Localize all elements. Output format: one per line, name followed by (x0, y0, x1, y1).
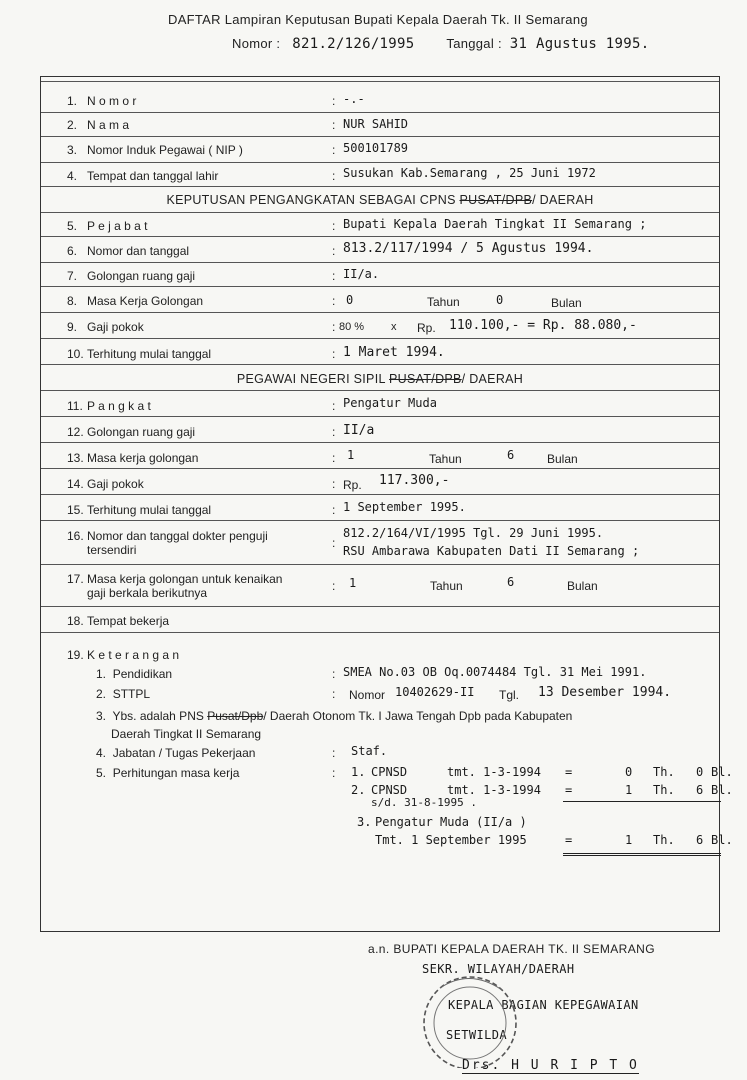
row-label: Masa kerja golongan untuk kenaikan (87, 572, 283, 586)
signature-line-3: KEPALA BAGIAN KEPEGAWAIAN (448, 998, 639, 1012)
row-value: -.- (343, 92, 365, 106)
keterangan-item: 3. Ybs. adalah PNS Pusat/Dpb/ Daerah Otonom Tk. I Jawa Tengah Dpb pada Kabupaten (96, 709, 573, 723)
row-pejabat: 5. P e j a b a t : Bupati Kepala Daerah Tingkat II Semarang ; (41, 213, 719, 237)
row-value: 1 Maret 1994. (343, 345, 445, 360)
row-golongan: 7. Golongan ruang gaji : II/a. (41, 263, 719, 287)
row-nip: 3. Nomor Induk Pegawai ( NIP ) : 500101789 (41, 137, 719, 163)
row-number: 9. (67, 320, 78, 334)
signature-line-2: SEKR. WILAYAH/DAERAH (422, 962, 575, 976)
row-number: 7. (67, 269, 78, 283)
row-label: Nomor dan tanggal dokter penguji (87, 529, 268, 543)
row-dokter-penguji: 16. Nomor dan tanggal dokter penguji tersendiri : 812.2/164/VI/1995 Tgl. 29 Juni 1995. RSU Ambarawa Kabupaten Dati II Semarang ; (41, 521, 719, 565)
row-number: 17. (67, 572, 84, 586)
row-label: Golongan ruang gaji (87, 269, 196, 283)
keterangan-item: 1. Pendidikan (96, 667, 173, 681)
struck-text: Pusat/Dpb (207, 709, 264, 723)
row-gaji-pokok: 9. Gaji pokok : 80 % x Rp. 110.100,- = Rp. 88.080,- (41, 313, 719, 339)
years-value: 0 (346, 293, 354, 307)
row-number: 12. (67, 425, 84, 439)
row-value: Pengatur Muda (343, 396, 437, 410)
years-value: 1 (349, 576, 357, 590)
tanggal-label: Tanggal : (446, 36, 502, 51)
keterangan-label: K e t e r a n g a n (87, 648, 180, 662)
row-value-continued: RSU Ambarawa Kabupaten Dati II Semarang ; (343, 544, 640, 558)
row-nomor: 1. N o m o r : -.- (41, 81, 719, 113)
sttpl-tgl-label: Tgl. (499, 688, 520, 702)
months-value: 6 (507, 575, 515, 589)
row-golongan-pns: 12. Golongan ruang gaji : II/a (41, 417, 719, 443)
signature-line-4: SETWILDA (446, 1028, 507, 1042)
row-value: 813.2/117/1994 / 5 Agustus 1994. (343, 241, 594, 256)
sttpl-nomor-label: Nomor (349, 688, 386, 702)
keterangan-item: 5. Perhitungan masa kerja (96, 766, 240, 780)
months-label: Bulan (551, 296, 582, 310)
row-number: 14. (67, 477, 84, 491)
row-value: 812.2/164/VI/1995 Tgl. 29 Juni 1995. (343, 526, 604, 540)
row-number: 4. (67, 169, 78, 183)
row-label: P e j a b a t (87, 219, 148, 233)
section-cpns-heading: KEPUTUSAN PENGANGKATAN SEBAGAI CPNS PUSAT/DPB/ DAERAH (41, 187, 719, 213)
tanggal-value: 31 Agustus 1995. (509, 36, 650, 52)
doc-number-line (232, 36, 672, 52)
row-number: 18. (67, 614, 84, 628)
form-table (40, 76, 733, 932)
row-number: 13. (67, 451, 84, 465)
struck-text: PUSAT/DPB (389, 372, 462, 386)
multiply-sign: x (391, 321, 397, 333)
row-label: Tempat dan tanggal lahir (87, 169, 219, 183)
keterangan-section: 19. K e t e r a n g a n 1. Pendidikan : SMEA No.03 OB Oq.0074484 Tgl. 31 Mei 1991. 2. STTPL : Nomor 10402629-II Tgl. 13 Desember 1994. 3. Ybs. adalah PNS Pusat/Dpb/ Daerah Otonom Tk. I Jawa Tengah Dpb pada Kabupaten Daerah Tingkat II Semarang 4. Jabatan / Tugas Pekerjaan : Staf. 5. Perhitungan masa kerja : 1. CPNSD tmt. 1-3-1994 = 0 Th. 0 Bl. 2. CPNSD tmt. 1-3-1994 s/d. 31-8-1995 . = 1 Th. 6 Bl. 3. Pengatur Muda (II/a ) Tmt. 1 September 1995 = 1 Th. 6 Bl. (41, 633, 719, 929)
row-label: Golongan ruang gaji (87, 425, 196, 439)
row-value: 500101789 (343, 141, 409, 155)
currency-label: Rp. (417, 321, 436, 335)
row-gaji-pokok-pns: 14. Gaji pokok : Rp. 117.300,- (41, 469, 719, 495)
row-label-continued: gaji berkala berikutnya (87, 586, 208, 600)
row-label: Masa Kerja Golongan (87, 294, 204, 308)
row-label-continued: tersendiri (87, 543, 137, 557)
nomor-label: Nomor : (232, 36, 281, 51)
row-value: II/a (343, 423, 375, 438)
keterangan-item: 2. STTPL (96, 687, 151, 701)
jabatan-value: Staf. (351, 744, 388, 758)
keterangan-item-continued: Daerah Tingkat II Semarang (111, 727, 262, 741)
row-number: 10. (67, 347, 84, 361)
row-label: N o m o r (87, 94, 137, 108)
salary-value: 117.300,- (379, 473, 450, 488)
years-label: Tahun (429, 452, 462, 466)
row-number: 19. (67, 648, 84, 662)
row-tempat-lahir: 4. Tempat dan tanggal lahir : Susukan Kab.Semarang , 25 Juni 1972 (41, 163, 719, 187)
row-number: 15. (67, 503, 84, 517)
pendidikan-value: SMEA No.03 OB Oq.0074484 Tgl. 31 Mei 1991. (343, 665, 647, 679)
section-pns-heading: PEGAWAI NEGERI SIPIL PUSAT/DPB/ DAERAH (41, 365, 719, 391)
signatory-name: Drs. H U R I P T O (462, 1058, 639, 1073)
sttpl-nomor-value: 10402629-II (395, 685, 475, 699)
row-label: Masa kerja golongan (87, 451, 199, 465)
row-masa-kerja-pns: 13. Masa kerja golongan : 1 Tahun 6 Bulan (41, 443, 719, 469)
row-number: 3. (67, 143, 78, 157)
row-masa-kerja: 8. Masa Kerja Golongan : 0 Tahun 0 Bulan (41, 287, 719, 313)
row-terhitung-pns: 15. Terhitung mulai tanggal : 1 September 1995. (41, 495, 719, 521)
row-label: Nomor Induk Pegawai ( NIP ) (87, 143, 243, 157)
struck-text: PUSAT/DPB (459, 193, 533, 207)
row-number: 1. (67, 94, 78, 108)
row-tempat-bekerja (41, 607, 719, 633)
underline (563, 801, 721, 802)
years-value: 1 (347, 448, 355, 462)
nomor-value: 821.2/126/1995 (292, 36, 415, 52)
row-label: P a n g k a t (87, 399, 151, 413)
row-nomor-tanggal: 6. Nomor dan tanggal : 813.2/117/1994 / 5 Agustus 1994. (41, 237, 719, 263)
row-label: Tempat bekerja (87, 614, 170, 628)
doc-title: DAFTAR Lampiran Keputusan Bupati Kepala Daerah Tk. II Semarang (168, 12, 588, 27)
row-label: Terhitung mulai tanggal (87, 503, 212, 517)
row-label: Nomor dan tanggal (87, 244, 190, 258)
row-terhitung: 10. Terhitung mulai tanggal : 1 Maret 1994. (41, 339, 719, 365)
row-label: Terhitung mulai tanggal (87, 347, 212, 361)
months-value: 0 (496, 293, 504, 307)
months-value: 6 (507, 448, 515, 462)
row-value: Bupati Kepala Daerah Tingkat II Semarang ; (343, 217, 647, 231)
row-value: 1 September 1995. (343, 500, 466, 514)
row-number: 11. (67, 399, 83, 413)
row-label: Gaji pokok (87, 477, 144, 491)
row-number: 8. (67, 294, 78, 308)
row-number: 16. (67, 529, 84, 543)
row-kenaikan-gaji: 17. Masa kerja golongan untuk kenaikan gaji berkala berikutnya : 1 Tahun 6 Bulan (41, 565, 719, 607)
months-label: Bulan (567, 579, 598, 593)
row-nama: 2. N a m a : NUR SAHID (41, 113, 719, 137)
row-pangkat: 11. P a n g k a t : Pengatur Muda (41, 391, 719, 417)
official-stamp-icon (410, 968, 530, 1068)
currency-label: Rp. (343, 478, 362, 492)
keterangan-item: 4. Jabatan / Tugas Pekerjaan (96, 746, 256, 760)
months-label: Bulan (547, 452, 578, 466)
sttpl-tgl-value: 13 Desember 1994. (538, 685, 672, 700)
row-value: Susukan Kab.Semarang , 25 Juni 1972 (343, 166, 596, 180)
row-number: 6. (67, 244, 78, 258)
row-label: Gaji pokok (87, 320, 144, 334)
row-number: 5. (67, 219, 78, 233)
years-label: Tahun (430, 579, 463, 593)
row-label: N a m a (87, 118, 130, 132)
years-label: Tahun (427, 295, 460, 309)
double-underline (563, 853, 721, 856)
percentage: 80 % (339, 321, 365, 333)
salary-value: 110.100,- = Rp. 88.080,- (449, 318, 637, 333)
row-value: NUR SAHID (343, 117, 409, 131)
row-value: II/a. (343, 267, 380, 281)
row-number: 2. (67, 118, 78, 132)
signature-line-1: a.n. BUPATI KEPALA DAERAH TK. II SEMARANG (368, 942, 655, 956)
